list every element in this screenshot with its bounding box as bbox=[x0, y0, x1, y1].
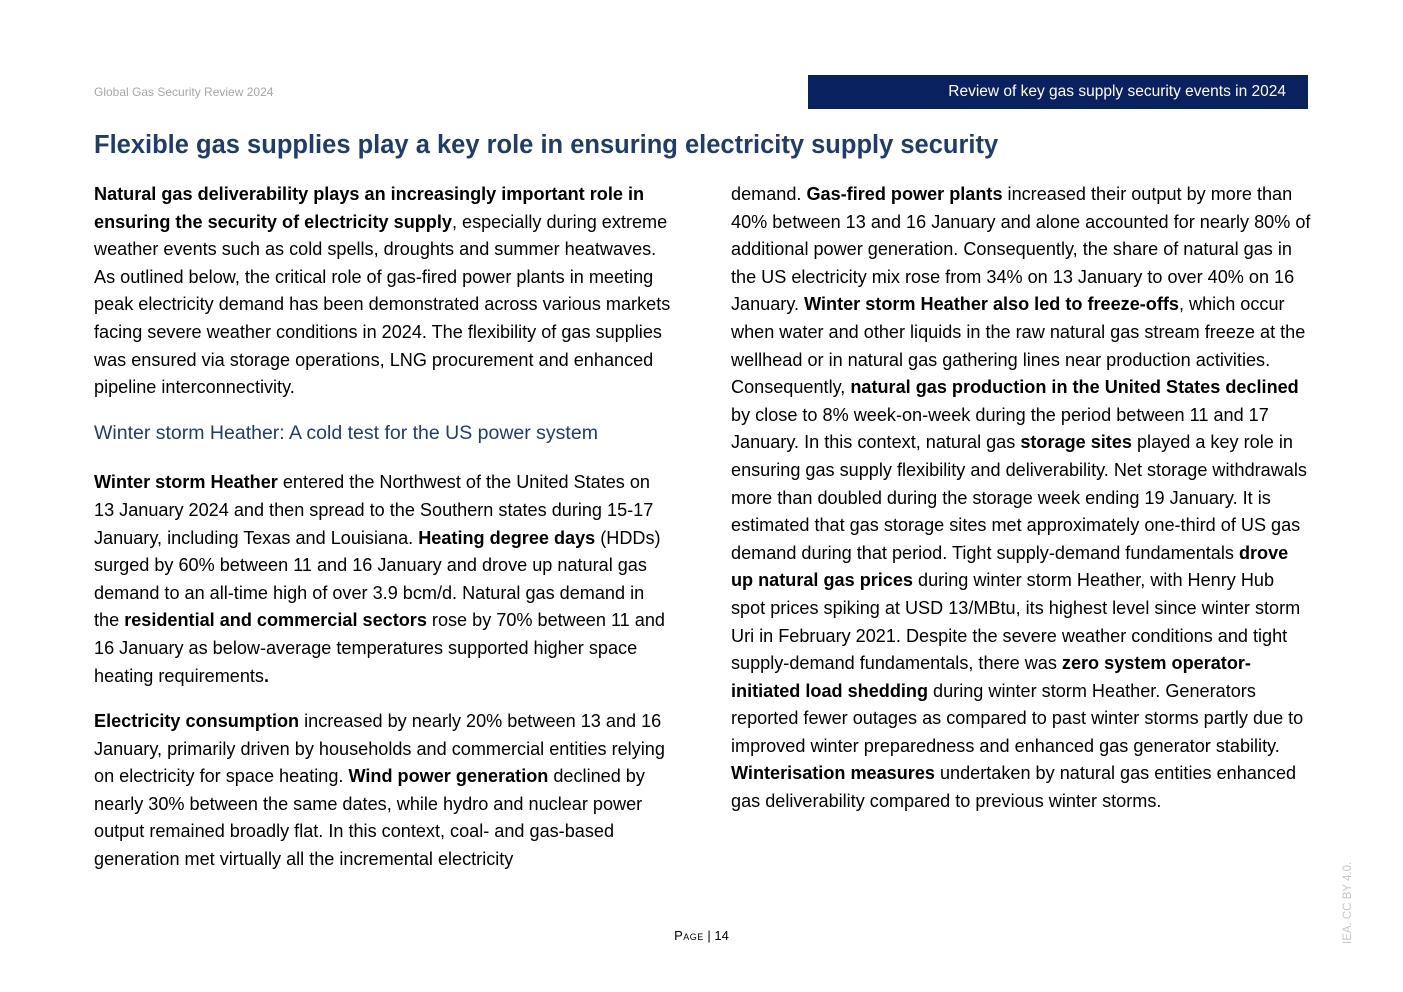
page-separator: | bbox=[703, 928, 715, 943]
page-number: 14 bbox=[714, 928, 729, 943]
left-column bbox=[94, 181, 674, 874]
section-subheading: Winter storm Heather: A cold test for the US power system bbox=[94, 421, 598, 444]
storm-paragraph: Winter storm Heather entered the Northwest of the United States on 13 January 2024 and then spread to the Southern states during 15-17 January, including Texas and Louisiana. Heating degree days (HDDs) surged by 60% between 11 and 16 January and drove up natural gas demand to an all-time high of over 3.9 bcm/d. Natural gas demand in the residential and commercial sectors rose by 70% between 11 and 16 January as below-average temperatures supported higher space heating requirements. bbox=[94, 472, 665, 686]
page-title: Flexible gas supplies play a key role in ensuring electricity supply security bbox=[94, 131, 999, 159]
report-title: Global Gas Security Review 2024 bbox=[94, 85, 274, 99]
page-label: Page bbox=[674, 928, 704, 943]
license-notice: IEA. CC BY 4.0. bbox=[1342, 861, 1354, 944]
intro-paragraph: Natural gas deliverability plays an increasingly important role in ensuring the security of electricity supply, especially during extreme weather events such as cold spells, droughts and summer heatwaves. As outlined below, the critical role of gas-fired power plants in meeting peak electricity demand has been demonstrated across various markets facing severe weather conditions in 2024. The flexibility of gas supplies was ensured via storage operations, LNG procurement and enhanced pipeline interconnectivity. bbox=[94, 184, 671, 398]
right-column bbox=[731, 181, 1311, 816]
page-footer bbox=[0, 928, 1403, 943]
electricity-paragraph: Electricity consumption increased by nearly 20% between 13 and 16 January, primarily driven by households and commercial entities relying on electricity for space heating. Wind power generation declined by nearly 30% between the same dates, while hydro and nuclear power output remained broadly flat. In this context, coal- and gas-based generation met virtually all the incremental electricity bbox=[94, 711, 665, 870]
gas-power-paragraph: demand. Gas-fired power plants increased their output by more than 40% between 13 and 16 January and alone accounted for nearly 80% of additional power generation. Consequently, the share of natural gas in the US electricity mix rose from 34% on 13 January to over 40% on 16 January. Winter storm Heather also led to freeze-offs, which occur when water and other liquids in the raw natural gas stream freeze at the wellhead or in natural gas gathering lines near production activities. Consequently, natural gas production in the United States declined by close to 8% week-on-week during the period between 11 and 17 January. In this context, natural gas storage sites played a key role in ensuring gas supply flexibility and deliverability. Net storage withdrawals more than doubled during the storage week ending 19 January. It is estimated that gas storage sites met approximately one-third of US gas demand during that period. Tight supply-demand fundamentals drove up natural gas prices during winter storm Heather, with Henry Hub spot prices spiking at USD 13/MBtu, its highest level since winter storm Uri in February 2021. Despite the severe weather conditions and tight supply-demand fundamentals, there was zero system operator-initiated load shedding during winter storm Heather. Generators reported fewer outages as compared to past winter storms partly due to improved winter preparedness and enhanced gas generator stability. Winterisation measures undertaken by natural gas entities enhanced gas deliverability compared to previous winter storms. bbox=[731, 184, 1311, 812]
section-title: Review of key gas supply security events in 2024 bbox=[948, 83, 1286, 100]
section-header-band bbox=[808, 75, 1308, 109]
